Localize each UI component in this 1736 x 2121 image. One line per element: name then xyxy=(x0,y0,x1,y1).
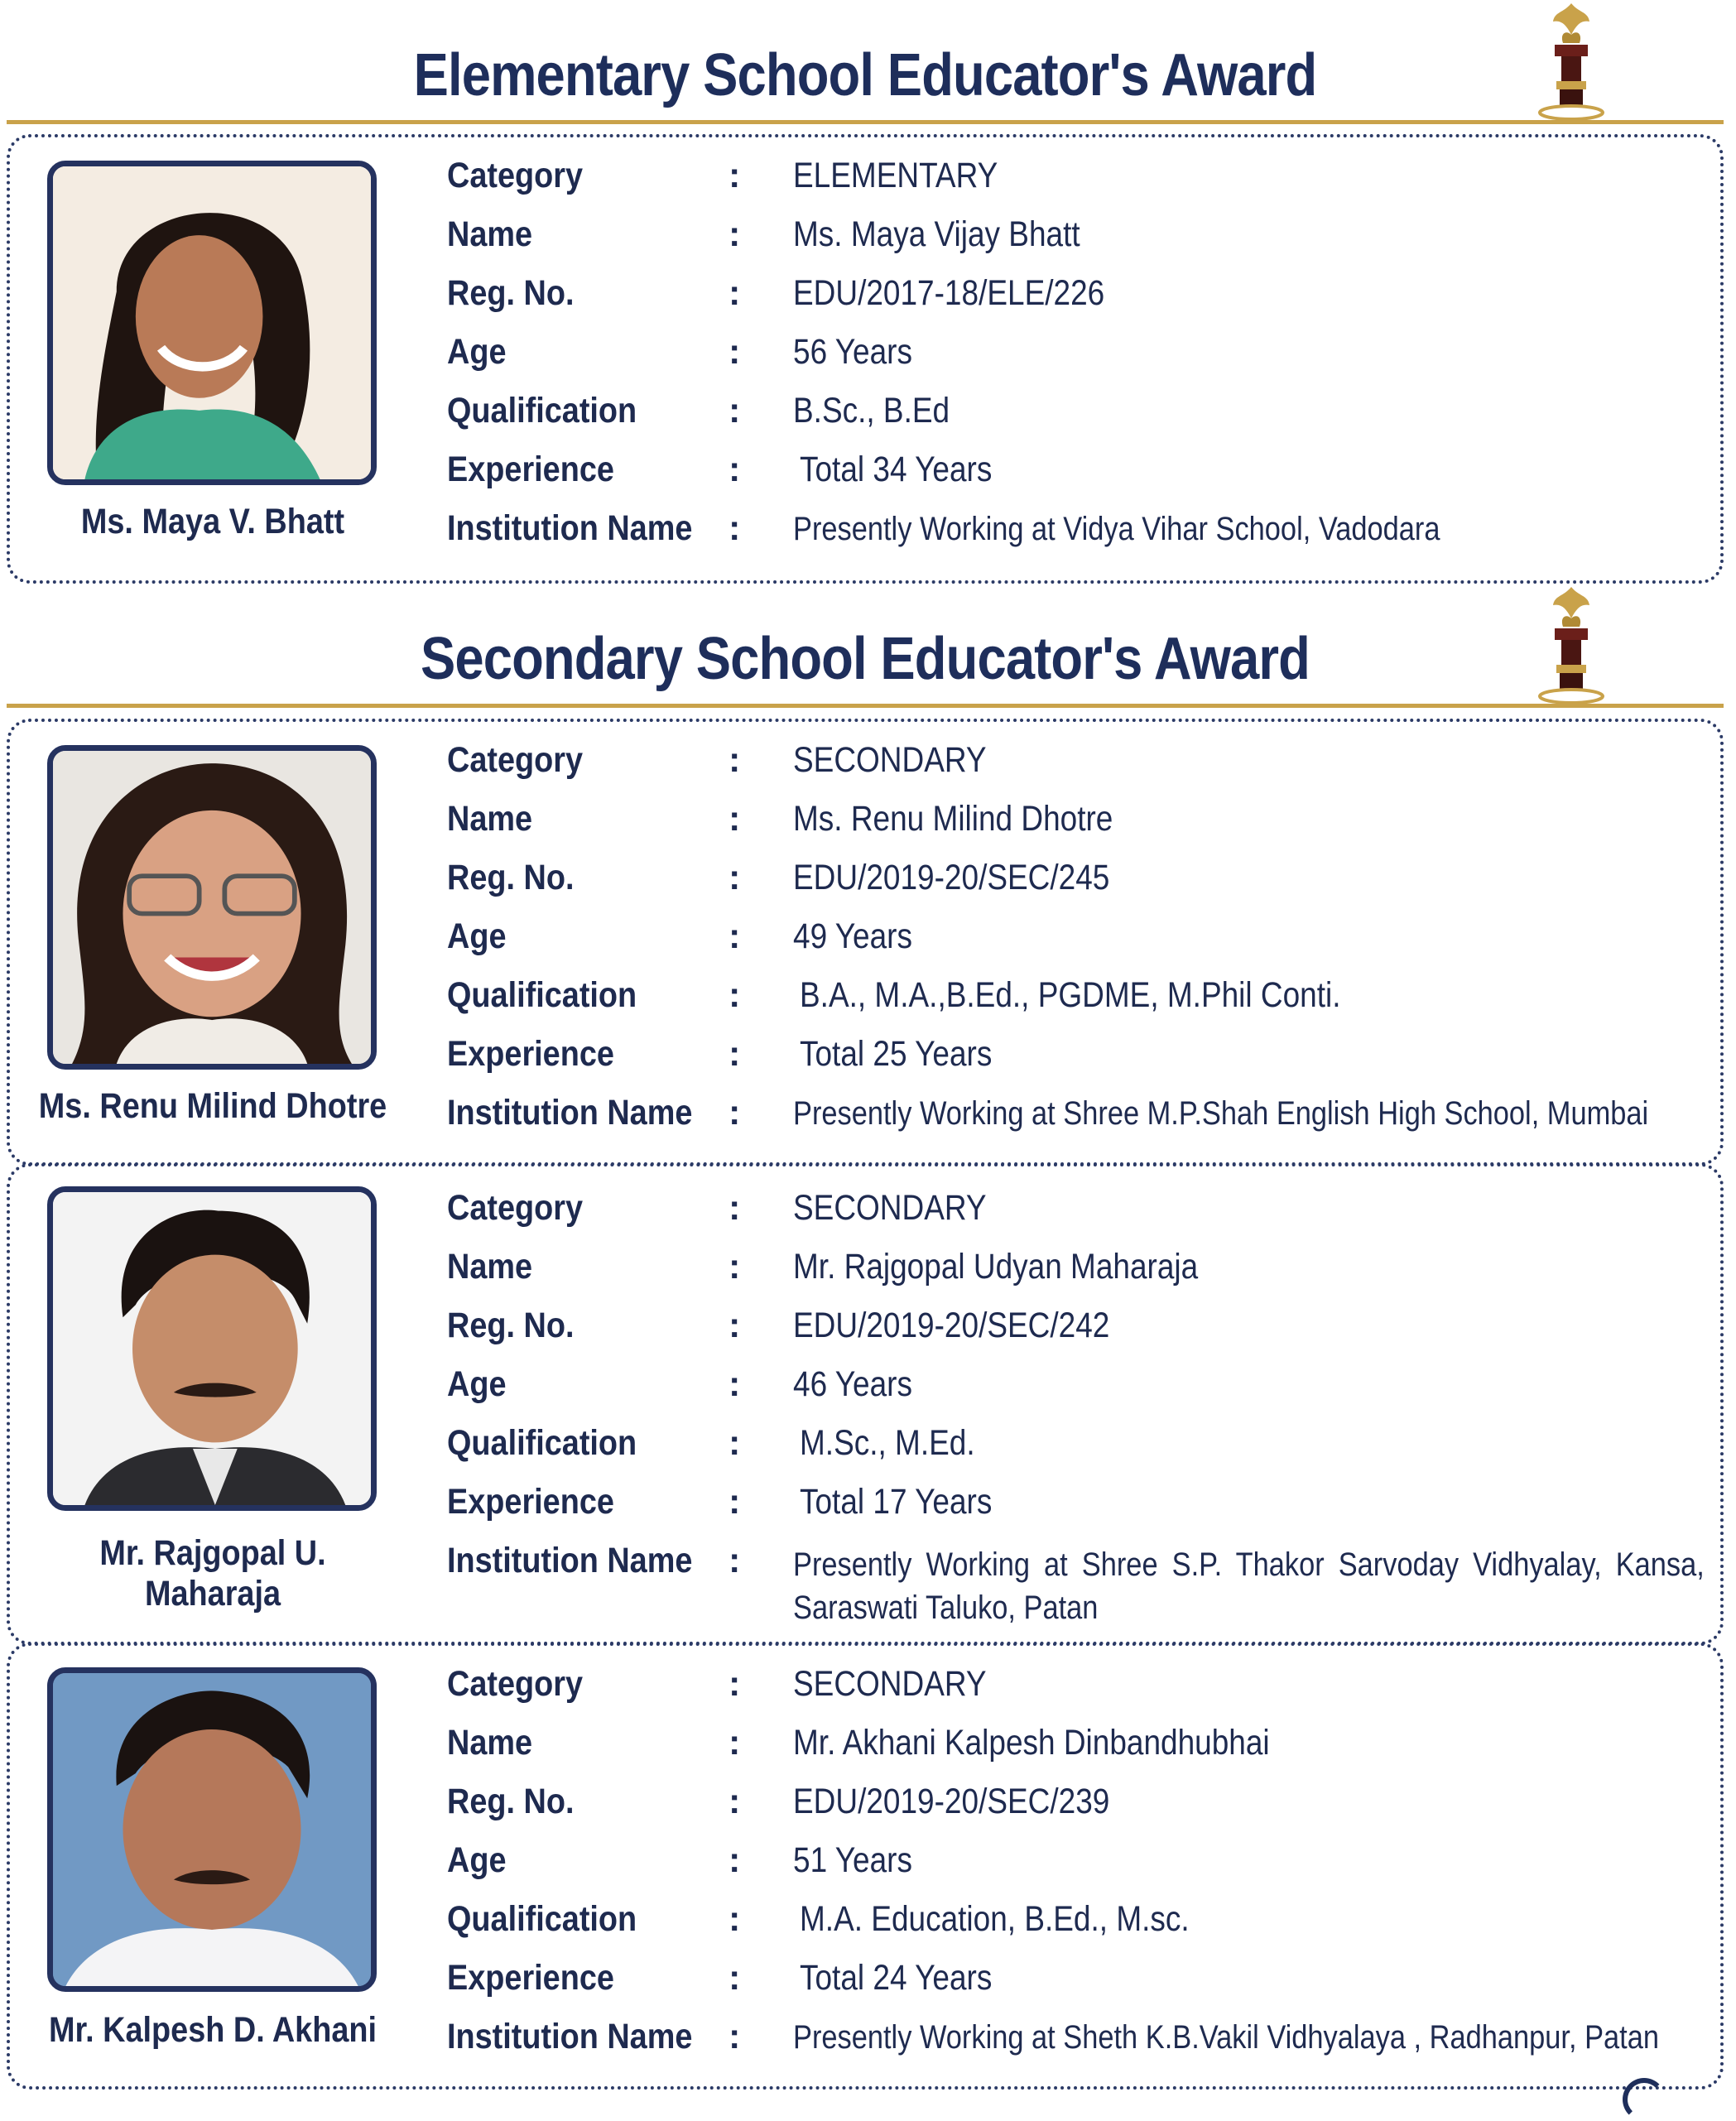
field-label: Experience xyxy=(447,1034,614,1074)
separator: : xyxy=(729,1664,741,1704)
row-reg-no xyxy=(447,273,1695,332)
separator: : xyxy=(729,332,741,372)
row-institution xyxy=(447,1093,1695,1152)
row-qualification xyxy=(447,391,1695,450)
awardee-photo xyxy=(47,1186,377,1511)
separator: : xyxy=(729,1247,741,1287)
awardee-caption: Ms. Maya V. Bhatt xyxy=(80,502,345,541)
field-label: Qualification xyxy=(447,975,637,1015)
field-label: Experience xyxy=(447,1482,614,1522)
separator: : xyxy=(729,1034,741,1074)
row-institution xyxy=(447,1541,1705,1626)
field-label: Name xyxy=(447,799,533,839)
trophy-icon xyxy=(1530,580,1613,705)
field-value: Ms. Renu Milind Dhotre xyxy=(793,799,1113,839)
field-value: EDU/2017-18/ELE/226 xyxy=(793,273,1105,313)
separator: : xyxy=(729,1364,741,1404)
separator: : xyxy=(729,1840,741,1880)
row-age xyxy=(447,1364,1695,1423)
field-value: SECONDARY xyxy=(793,740,987,780)
separator: : xyxy=(729,1482,741,1522)
field-label: Institution Name xyxy=(447,1541,693,1580)
field-label: Age xyxy=(447,916,507,956)
awardee-photo xyxy=(47,1667,377,1992)
details-table xyxy=(447,1188,1705,1626)
section-title: Secondary School Educator's Award xyxy=(420,626,1310,692)
field-value: SECONDARY xyxy=(793,1188,987,1228)
row-qualification xyxy=(447,1899,1695,1958)
field-label: Reg. No. xyxy=(447,273,575,313)
row-age xyxy=(447,1840,1695,1899)
row-experience xyxy=(447,1034,1695,1093)
row-name xyxy=(447,1247,1695,1306)
field-label: Category xyxy=(447,740,584,780)
field-label: Name xyxy=(447,1723,533,1763)
field-label: Institution Name xyxy=(447,1093,693,1133)
field-value: EDU/2019-20/SEC/245 xyxy=(793,858,1110,897)
field-value: B.A., M.A.,B.Ed., PGDME, M.Phil Conti. xyxy=(800,975,1341,1015)
separator: : xyxy=(729,214,741,254)
row-reg-no xyxy=(447,858,1695,916)
separator: : xyxy=(729,799,741,839)
header-rule xyxy=(7,120,1724,124)
separator: : xyxy=(729,1306,741,1345)
elementary-section-header xyxy=(7,0,1724,124)
field-label: Reg. No. xyxy=(447,858,575,897)
awardee-card xyxy=(7,1642,1724,2090)
separator: : xyxy=(729,858,741,897)
field-value: Ms. Maya Vijay Bhatt xyxy=(793,214,1080,254)
field-label: Age xyxy=(447,1840,507,1880)
field-label: Name xyxy=(447,1247,533,1287)
separator: : xyxy=(729,1958,741,1998)
field-value: B.Sc., B.Ed xyxy=(793,391,950,430)
field-value: M.Sc., M.Ed. xyxy=(800,1423,975,1463)
separator: : xyxy=(729,156,741,195)
secondary-section-header xyxy=(7,584,1724,708)
section-title: Elementary School Educator's Award xyxy=(413,42,1317,108)
separator: : xyxy=(729,1541,741,1580)
field-value: ELEMENTARY xyxy=(793,156,998,195)
row-institution xyxy=(447,508,1695,567)
awardee-photo xyxy=(47,745,377,1070)
details-table xyxy=(447,740,1695,1152)
separator: : xyxy=(729,273,741,313)
field-value: Total 17 Years xyxy=(800,1482,993,1522)
separator: : xyxy=(729,1782,741,1821)
row-category xyxy=(447,156,1695,214)
header-rule xyxy=(7,704,1724,708)
awardee-caption: Mr. Kalpesh D. Akhani xyxy=(48,2010,377,2050)
field-label: Qualification xyxy=(447,1423,637,1463)
row-institution xyxy=(447,2017,1695,2075)
field-value: EDU/2019-20/SEC/242 xyxy=(793,1306,1110,1345)
awardee-caption: Mr. Rajgopal U. Maharaja xyxy=(99,1533,326,1614)
field-label: Age xyxy=(447,332,507,372)
awardee-card xyxy=(7,1163,1724,1645)
separator: : xyxy=(729,975,741,1015)
field-value: Presently Working at Sheth K.B.Vakil Vidhyalaya , Radhanpur, Patan xyxy=(793,2019,1660,2056)
separator: : xyxy=(729,1093,741,1133)
field-value: Total 25 Years xyxy=(800,1034,993,1074)
field-value: SECONDARY xyxy=(793,1664,987,1704)
separator: : xyxy=(729,391,741,430)
separator: : xyxy=(729,1423,741,1463)
field-value: 51 Years xyxy=(793,1840,912,1880)
separator: : xyxy=(729,508,741,548)
separator: : xyxy=(729,1723,741,1763)
field-label: Age xyxy=(447,1364,507,1404)
row-reg-no xyxy=(447,1782,1695,1840)
field-label: Institution Name xyxy=(447,2017,693,2056)
field-value: Mr. Akhani Kalpesh Dinbandhubhai xyxy=(793,1723,1270,1763)
details-table xyxy=(447,156,1695,567)
field-value: M.A. Education, B.Ed., M.sc. xyxy=(800,1899,1190,1939)
row-name xyxy=(447,214,1695,273)
row-qualification xyxy=(447,975,1695,1034)
separator: : xyxy=(729,1899,741,1939)
awardee-photo xyxy=(47,161,377,485)
separator: : xyxy=(729,450,741,489)
field-label: Reg. No. xyxy=(447,1782,575,1821)
row-reg-no xyxy=(447,1306,1695,1364)
row-experience xyxy=(447,450,1695,508)
separator: : xyxy=(729,2017,741,2056)
field-value: Mr. Rajgopal Udyan Maharaja xyxy=(793,1247,1199,1287)
awardee-card xyxy=(7,719,1724,1166)
details-table xyxy=(447,1664,1695,2075)
row-age xyxy=(447,916,1695,975)
row-experience xyxy=(447,1958,1695,2017)
row-qualification xyxy=(447,1423,1695,1482)
field-label: Qualification xyxy=(447,391,637,430)
trophy-icon xyxy=(1530,0,1613,121)
field-label: Experience xyxy=(447,450,614,489)
field-label: Name xyxy=(447,214,533,254)
row-name xyxy=(447,799,1695,858)
field-value: Presently Working at Shree S.P. Thakor Sarvoday Vidhyalay, Kansa, Saraswati Taluko, Patan xyxy=(793,1546,1705,1626)
field-label: Institution Name xyxy=(447,508,693,548)
field-label: Reg. No. xyxy=(447,1306,575,1345)
separator: : xyxy=(729,1188,741,1228)
page-corner-mark xyxy=(1623,2078,1666,2121)
field-value: EDU/2019-20/SEC/239 xyxy=(793,1782,1110,1821)
separator: : xyxy=(729,740,741,780)
row-name xyxy=(447,1723,1695,1782)
field-value: 49 Years xyxy=(793,916,912,956)
row-category xyxy=(447,1188,1695,1247)
field-value: Presently Working at Shree M.P.Shah English High School, Mumbai xyxy=(793,1095,1649,1132)
field-label: Qualification xyxy=(447,1899,637,1939)
row-experience xyxy=(447,1482,1695,1541)
field-label: Experience xyxy=(447,1958,614,1998)
row-age xyxy=(447,332,1695,391)
field-value: Total 34 Years xyxy=(800,450,993,489)
field-value: 46 Years xyxy=(793,1364,912,1404)
awardee-caption: Ms. Renu Milind Dhotre xyxy=(38,1086,387,1126)
row-category xyxy=(447,1664,1695,1723)
field-label: Category xyxy=(447,156,584,195)
field-value: Total 24 Years xyxy=(800,1958,993,1998)
field-label: Category xyxy=(447,1664,584,1704)
awardee-card xyxy=(7,134,1724,584)
row-category xyxy=(447,740,1695,799)
field-value: 56 Years xyxy=(793,332,912,372)
field-value: Presently Working at Vidya Vihar School, Vadodara xyxy=(793,511,1440,547)
field-label: Category xyxy=(447,1188,584,1228)
separator: : xyxy=(729,916,741,956)
